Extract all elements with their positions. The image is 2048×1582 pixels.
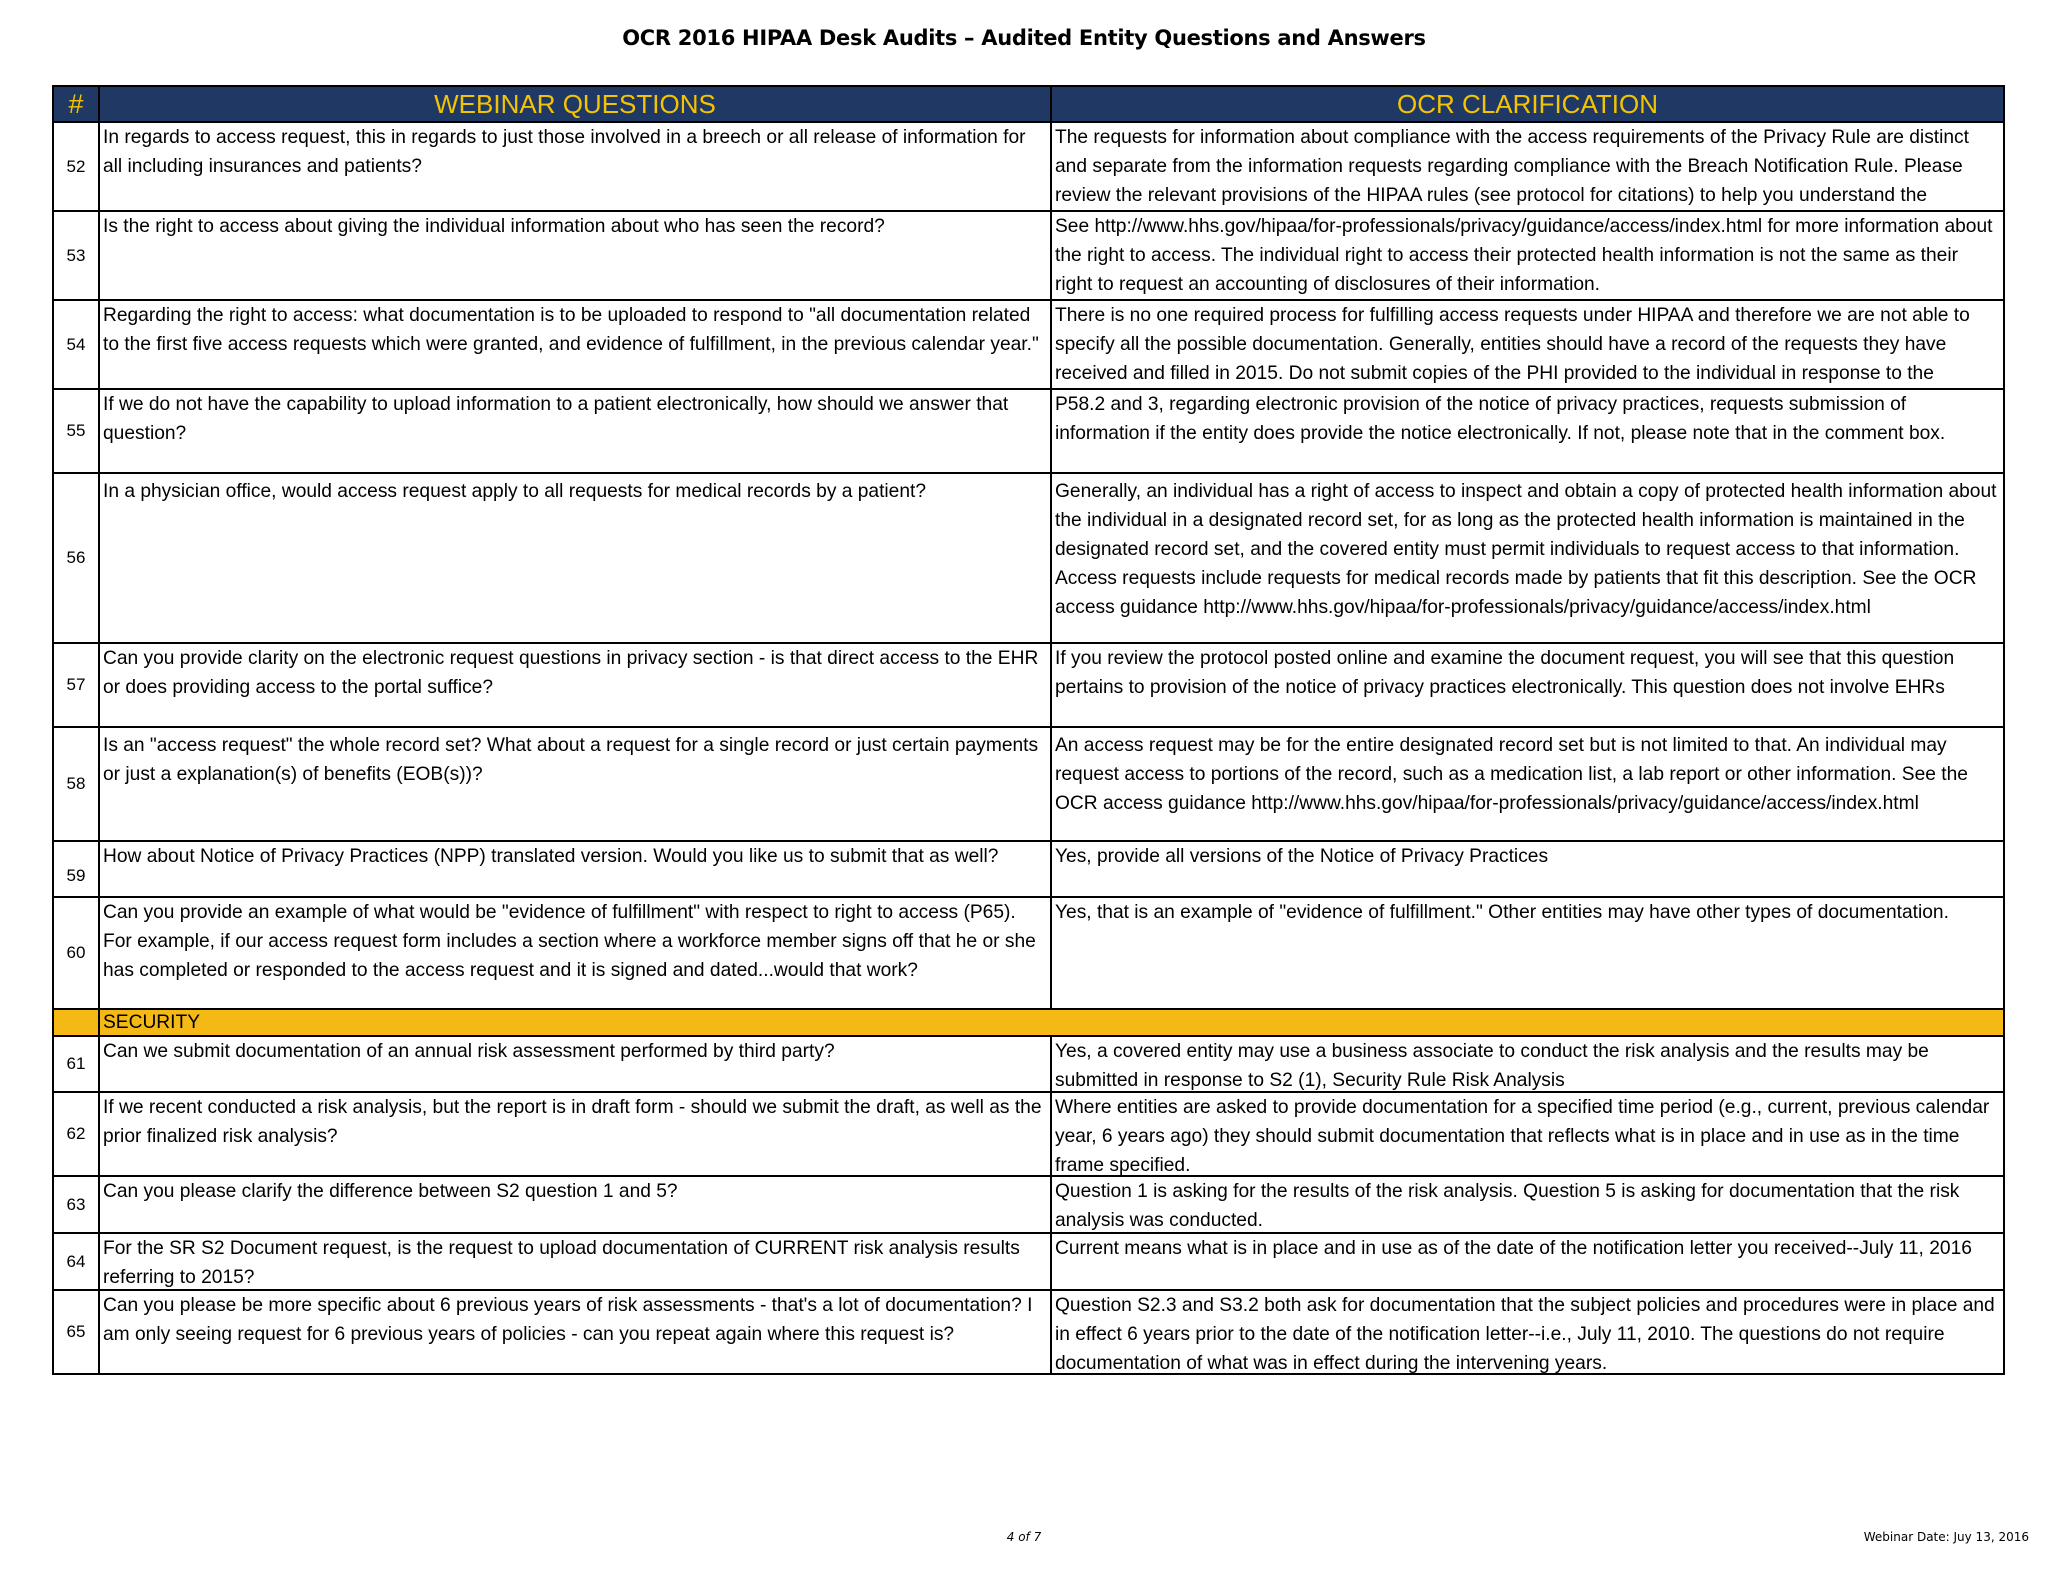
table-row bbox=[53, 389, 2004, 473]
qa-table bbox=[52, 85, 2005, 1375]
answer-cell bbox=[1051, 1036, 2004, 1092]
question-text: In a physician office, would access request apply to all requests for medical records by a patient? bbox=[103, 481, 927, 502]
question-cell bbox=[99, 643, 1051, 727]
row-number: 60 bbox=[53, 897, 99, 1009]
answer-cell bbox=[1051, 1233, 2004, 1290]
row-number: 61 bbox=[53, 1036, 99, 1092]
answer-text: An access request may be for the entire designated record set but is not limited to that. An individual may request access to portions of the record, such as a medication list, a lab report or other information. See the OCR access guidance http://www.hhs.gov/hipaa/for-professionals/privacy/guidance/access/index.html bbox=[1055, 735, 1968, 814]
answer-text: The requests for information about compliance with the access requirements of the Privacy Rule are distinct and separate from the information requests regarding compliance with the Breach Notification Rule. Please review the relevant provisions of the HIPAA rules (see protocol for citations) to help you understand the bbox=[1055, 127, 1969, 206]
row-number: 64 bbox=[53, 1233, 99, 1290]
row-number: 65 bbox=[53, 1290, 99, 1374]
question-text: Is the right to access about giving the individual information about who has seen the record? bbox=[103, 216, 885, 237]
answer-cell bbox=[1051, 841, 2004, 897]
question-text: In regards to access request, this in regards to just those involved in a breech or all release of information for all including insurances and patients? bbox=[103, 127, 1026, 177]
table-row bbox=[53, 122, 2004, 211]
table-row bbox=[53, 211, 2004, 300]
answer-text: If you review the protocol posted online and examine the document request, you will see that this question pertains to provision of the notice of privacy practices electronically. This question does not involve EHRs bbox=[1055, 648, 1955, 698]
answer-text: Where entities are asked to provide documentation for a specified time period (e.g., current, previous calendar year, 6 years ago) they should submit documentation that reflects what is in place and in use as in the time frame specified. bbox=[1055, 1097, 1990, 1175]
row-number: 63 bbox=[53, 1176, 99, 1233]
question-cell bbox=[99, 211, 1051, 300]
answer-cell bbox=[1051, 897, 2004, 1009]
table-row bbox=[53, 300, 2004, 389]
answer-cell bbox=[1051, 389, 2004, 473]
question-cell bbox=[99, 727, 1051, 841]
answer-cell bbox=[1051, 1176, 2004, 1233]
table-row bbox=[53, 897, 2004, 1009]
row-number: 59 bbox=[53, 841, 99, 897]
page-title: OCR 2016 HIPAA Desk Audits – Audited Entity Questions and Answers bbox=[622, 26, 1426, 50]
row-number: 56 bbox=[53, 473, 99, 643]
table-row bbox=[53, 1092, 2004, 1176]
question-cell bbox=[99, 122, 1051, 211]
column-header-clarification: OCR CLARIFICATION bbox=[1051, 86, 2004, 122]
answer-text: P58.2 and 3, regarding electronic provision of the notice of privacy practices, requests submission of information if the entity does provide the notice electronically. If not, please note that in the comment box. bbox=[1055, 394, 1946, 444]
row-number: 54 bbox=[53, 300, 99, 389]
question-text: Regarding the right to access: what documentation is to be uploaded to respond to "all documentation related to the first five access requests which were granted, and evidence of fulfillment, in the previous calendar year." bbox=[103, 305, 1039, 355]
answer-text: Question 1 is asking for the results of the risk analysis. Question 5 is asking for documentation that the risk analysis was conducted. bbox=[1055, 1181, 1960, 1231]
answer-cell bbox=[1051, 643, 2004, 727]
answer-text: Question S2.3 and S3.2 both ask for documentation that the subject policies and procedures were in place and in effect 6 years prior to the date of the notification letter--i.e., July 11, 2010. The questions do not require documentation of what was in effect during the intervening years. bbox=[1055, 1295, 1995, 1373]
answer-text: Generally, an individual has a right of access to inspect and obtain a copy of protected health information about the individual in a designated record set, for as long as the protected health information is maintained in the designated record set, and the covered entity must permit individuals to request access to that information. Access requests include requests for medical records made by patients that fit this description. See the OCR access guidance http://www.hhs.gov/hipaa/for-professionals/privacy/guidance/access/index.html bbox=[1055, 481, 1997, 618]
question-text: Can you please be more specific about 6 previous years of risk assessments - that's a lot of documentation? I am only seeing request for 6 previous years of policies - can you repeat again where this request is? bbox=[103, 1295, 1033, 1345]
answer-cell bbox=[1051, 211, 2004, 300]
page-number: 4 of 7 bbox=[1006, 1530, 1042, 1544]
question-cell bbox=[99, 897, 1051, 1009]
row-number: 57 bbox=[53, 643, 99, 727]
section-number-cell bbox=[53, 1009, 99, 1036]
table-header-row bbox=[53, 86, 2004, 122]
question-cell bbox=[99, 389, 1051, 473]
question-text: Can you provide clarity on the electronic request questions in privacy section - is that direct access to the EHR or does providing access to the portal suffice? bbox=[103, 648, 1039, 698]
answer-text: Yes, a covered entity may use a business associate to conduct the risk analysis and the results may be submitted in response to S2 (1), Security Rule Risk Analysis bbox=[1055, 1041, 1929, 1091]
answer-text: Yes, provide all versions of the Notice of Privacy Practices bbox=[1055, 846, 1549, 867]
row-number: 52 bbox=[53, 122, 99, 211]
column-header-questions: WEBINAR QUESTIONS bbox=[99, 86, 1051, 122]
question-text: Can we submit documentation of an annual risk assessment performed by third party? bbox=[103, 1041, 835, 1062]
question-text: Can you please clarify the difference between S2 question 1 and 5? bbox=[103, 1181, 678, 1202]
section-label: SECURITY bbox=[99, 1009, 2004, 1036]
question-text: Can you provide an example of what would be "evidence of fulfillment" with respect to right to access (P65). For example, if our access request form includes a section where a workforce member signs off that he or she has completed or responded to the access request and it is signed and dated...would that work? bbox=[103, 902, 1036, 981]
answer-cell bbox=[1051, 727, 2004, 841]
row-number: 58 bbox=[53, 727, 99, 841]
question-cell bbox=[99, 1176, 1051, 1233]
answer-cell bbox=[1051, 1092, 2004, 1176]
question-cell bbox=[99, 841, 1051, 897]
row-number: 55 bbox=[53, 389, 99, 473]
answer-cell bbox=[1051, 300, 2004, 389]
section-row-security bbox=[53, 1009, 2004, 1036]
table-row bbox=[53, 727, 2004, 841]
table-row bbox=[53, 1290, 2004, 1374]
webinar-date: Webinar Date: Juy 13, 2016 bbox=[1863, 1530, 2029, 1544]
column-header-number: # bbox=[53, 86, 99, 122]
question-text: Is an "access request" the whole record set? What about a request for a single record or just certain payments or just a explanation(s) of benefits (EOB(s))? bbox=[103, 735, 1039, 785]
question-text: How about Notice of Privacy Practices (NPP) translated version. Would you like us to submit that as well? bbox=[103, 846, 999, 867]
question-text: If we recent conducted a risk analysis, but the report is in draft form - should we submit the draft, as well as the prior finalized risk analysis? bbox=[103, 1097, 1042, 1147]
answer-cell bbox=[1051, 122, 2004, 211]
table-row bbox=[53, 1176, 2004, 1233]
question-cell bbox=[99, 1036, 1051, 1092]
answer-text: There is no one required process for fulfilling access requests under HIPAA and therefore we are not able to specify all the possible documentation. Generally, entities should have a record of the requests they have received and filled in 2015. Do not submit copies of the PHI provided to the individual in response to the bbox=[1055, 305, 1970, 384]
question-cell bbox=[99, 300, 1051, 389]
question-cell bbox=[99, 473, 1051, 643]
question-cell bbox=[99, 1092, 1051, 1176]
question-text: If we do not have the capability to upload information to a patient electronically, how should we answer that question? bbox=[103, 394, 1009, 444]
table-row bbox=[53, 643, 2004, 727]
table-row bbox=[53, 1233, 2004, 1290]
question-cell bbox=[99, 1233, 1051, 1290]
table-row bbox=[53, 473, 2004, 643]
answer-cell bbox=[1051, 1290, 2004, 1374]
answer-text: See http://www.hhs.gov/hipaa/for-professionals/privacy/guidance/access/index.html for more information about the right to access. The individual right to access their protected health information is not the same as their right to request an accounting of disclosures of their information. bbox=[1055, 216, 1993, 295]
question-text: For the SR S2 Document request, is the request to upload documentation of CURRENT risk analysis results referring to 2015? bbox=[103, 1238, 1020, 1288]
answer-cell bbox=[1051, 473, 2004, 643]
question-cell bbox=[99, 1290, 1051, 1374]
answer-text: Current means what is in place and in use as of the date of the notification letter you received--July 11, 2016 bbox=[1055, 1238, 1972, 1259]
row-number: 62 bbox=[53, 1092, 99, 1176]
answer-text: Yes, that is an example of "evidence of fulfillment." Other entities may have other types of documentation. bbox=[1055, 902, 1949, 923]
table-row bbox=[53, 1036, 2004, 1092]
row-number: 53 bbox=[53, 211, 99, 300]
table-row bbox=[53, 841, 2004, 897]
